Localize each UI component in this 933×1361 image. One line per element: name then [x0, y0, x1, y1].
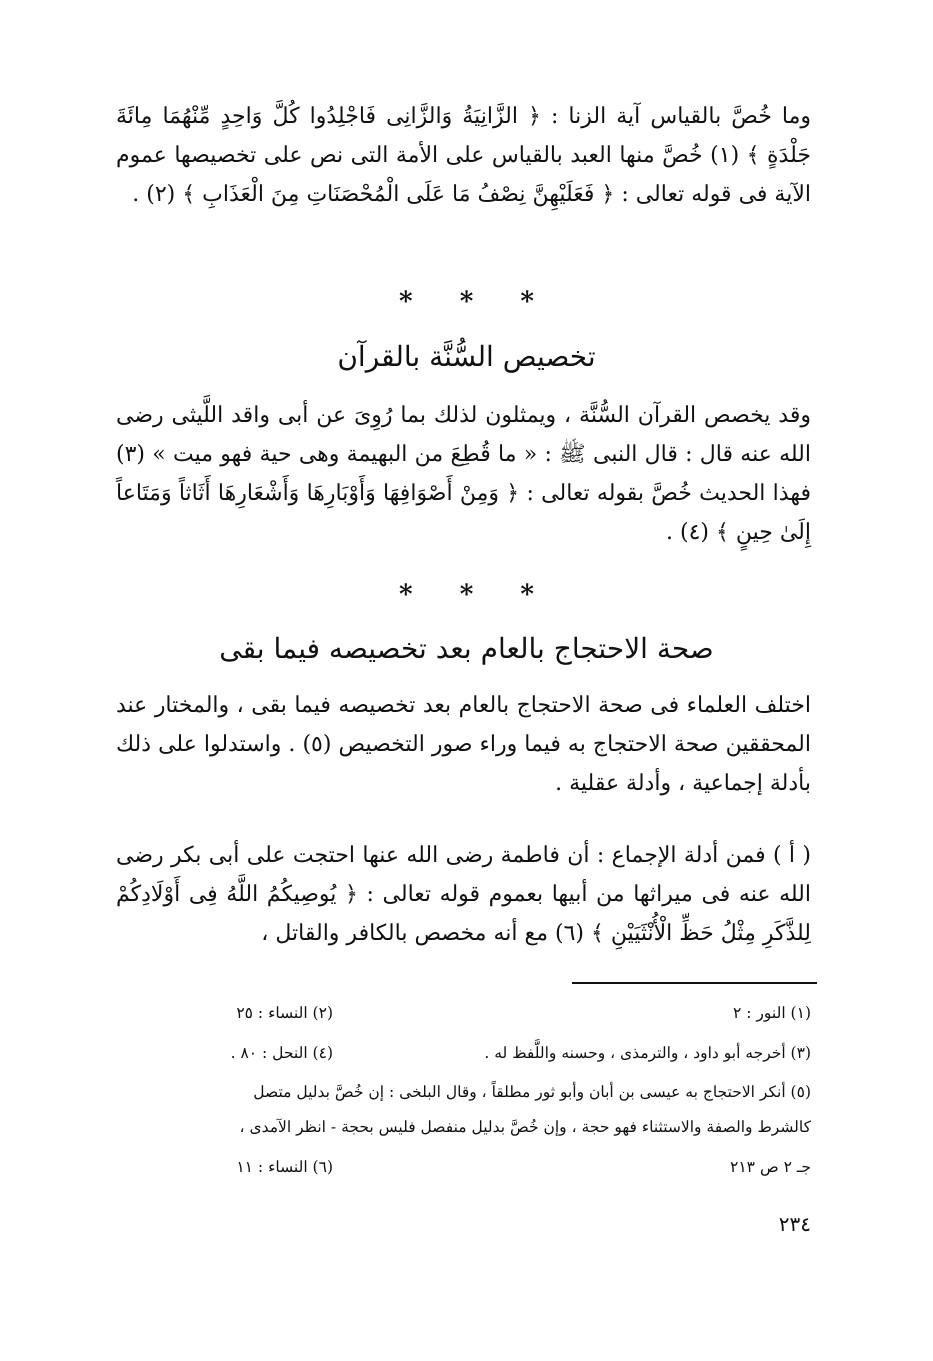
- footnote-6: (٦) النساء : ١١: [236, 1158, 333, 1176]
- footnote-divider: [572, 982, 817, 984]
- section-separator: * * *: [399, 287, 534, 317]
- footnote-row: [116, 1152, 811, 1182]
- paragraph-sunnah-by-quran: وقد يخصص القرآن السُّنَّة ، ويمثلون لذلك بما رُوِىَ عن أبى واقد اللَّيثى رضى الله عنه قال : قال النبى ﷺ : « ما قُطِعَ من البهيمة وهى حية فهو ميت » (٣) فهذا الحديث خُصَّ بقوله تعالى : ﴿ وَمِنْ أَصْوَافِهَا وَأَوْبَارِهَا وَأَشْعَارِهَا أَثَاثاً وَمَتَاعاً إِلَىٰ حِينٍ ﴾ (٤) .: [116, 403, 811, 545]
- footnote-3: (٣) أخرجه أبو داود ، والترمذى ، وحسنه واللَّفظ له .: [484, 1044, 811, 1062]
- footnote-2: (٢) النساء : ٢٥: [236, 1004, 333, 1022]
- footnote-5-line-1: (٥) أنكر الاحتجاج به عيسى بن أبان وأبو ثور مطلقاً ، وقال البلخى : إن خُصَّ بدليل متصل: [253, 1083, 811, 1101]
- page-number: ٢٣٤: [778, 1212, 811, 1236]
- footnote-row: [116, 1038, 811, 1068]
- paragraph-quran-specification: وما خُصَّ بالقياس آية الزنا : ﴿ الزَّانِيَةُ وَالزَّانِى فَاجْلِدُوا كُلَّ وَاحِدٍ مِّنْهُمَا مِائَةَ جَلْدَةٍ ﴾ (١) خُصَّ منها العبد بالقياس على الأمة التى نص على تخصيصها عموم الآية فى قوله تعالى : ﴿ فَعَلَيْهِنَّ نِصْفُ مَا عَلَى الْمُحْصَنَاتِ مِنَ الْعَذَابِ ﴾ (٢) .: [116, 104, 811, 207]
- paragraph-scholars-disagreement: اختلف العلماء فى صحة الاحتجاج بالعام بعد تخصيصه فيما بقى ، والمختار عند المحققين صحة الاحتجاج به فيما وراء صور التخصيص (٥) . واستدلوا على ذلك بأدلة إجماعية ، وأدلة عقلية .: [116, 693, 811, 796]
- footnote-5-line-2: كالشرط والصفة والاستثناء فهو حجة ، وإن خُصَّ بدليل منفصل فليس بحجة - انظر الآمدى ،: [239, 1118, 811, 1136]
- section-heading-sunnah-by-quran: تخصيص السُّنَّة بالقرآن: [337, 340, 596, 373]
- paragraph-consensus-evidence: ( أ ) فمن أدلة الإجماع : أن فاطمة رضى الله عنها احتجت على أبى بكر رضى الله عنه فى ميراثها من أبيها بعموم قوله تعالى : ﴿ يُوصِيكُمُ اللَّهُ فِى أَوْلَادِكُمْ لِلذَّكَرِ مِثْلُ حَظِّ الْأُنْثَيَيْنِ ﴾ (٦) مع أنه مخصص بالكافر والقاتل ،: [116, 843, 811, 946]
- footnote-1: (١) النور : ٢: [733, 1004, 811, 1022]
- section-heading-general-after-specification: صحة الاحتجاج بالعام بعد تخصيصه فيما بقى: [219, 632, 714, 665]
- section-separator: * * *: [399, 580, 534, 610]
- footnote-row: [116, 998, 811, 1028]
- footnote-5-line-3: جـ ٢ ص ٢١٣: [730, 1158, 811, 1176]
- footnote-4: (٤) النحل : ٨٠ .: [230, 1044, 333, 1062]
